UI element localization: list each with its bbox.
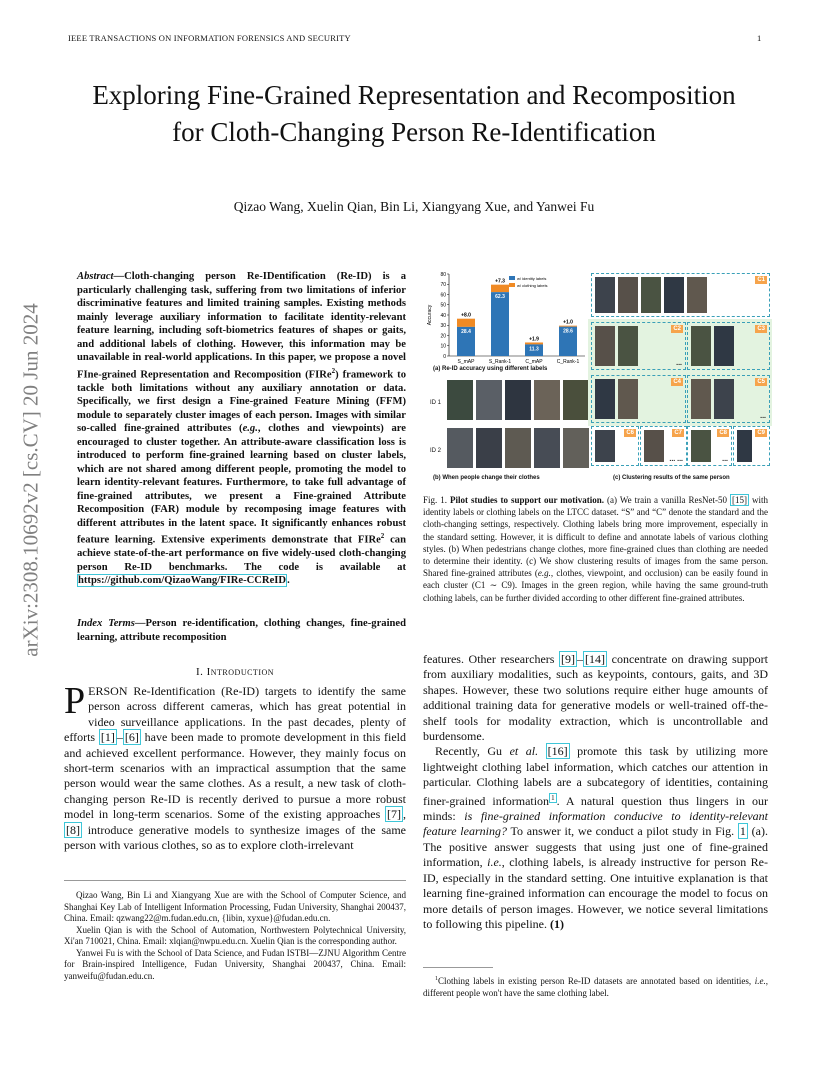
y-tick-label: 30 xyxy=(440,323,446,330)
data-label: 28.4 xyxy=(461,328,471,335)
figure-1 xyxy=(425,268,770,488)
cluster-label: C9 xyxy=(757,430,765,436)
intro-text: – xyxy=(116,730,123,745)
abstract xyxy=(77,270,406,588)
footnote-mark: 1 xyxy=(435,976,438,982)
person-photo xyxy=(563,428,589,468)
y-tick-label: 80 xyxy=(440,271,446,278)
body-text xyxy=(538,744,546,758)
person-photo xyxy=(476,428,502,468)
x-tick-label: S_mAP xyxy=(457,359,475,365)
running-header: IEEE TRANSACTIONS ON INFORMATION FORENSICS AND SECURITY xyxy=(68,33,351,43)
bar-clothing xyxy=(559,326,577,327)
person-photo xyxy=(505,428,531,468)
caption-text: , clothes, viewpoint, and occlusion) can be easily found in each cluster (C1 ∼ C9). Images in the green region, while having the same ground-truth clothing labels, can be further divided according to other different fine-grained attributes. xyxy=(423,568,768,603)
intro-text: have been made to promote development in this field and achieved excellent performance. However, they mainly focus on short-term scenarios with an impractical assumption that the same person would wear the same clothes. As a result, a new task of cloth-changing person Re-ID is recently derived to pursue a more robust model in long-term scenarios. Some of the existing approaches xyxy=(64,730,406,822)
citation-link[interactable]: [6] xyxy=(124,730,139,745)
cluster-box xyxy=(591,322,686,370)
intro-text: introduce generative models to synthesize images of the same person with various clothes, so as to explore cloth-irrelevant xyxy=(64,822,406,853)
section-heading: I. Introduction xyxy=(195,666,275,678)
delta-label: +1.9 xyxy=(529,336,539,343)
intro-paragraph xyxy=(64,680,406,853)
citation-link[interactable]: [14] xyxy=(585,652,606,666)
cluster-box xyxy=(591,375,686,423)
y-axis-label: Accuracy xyxy=(427,304,433,326)
legend-identity: w/ identity labels xyxy=(517,276,547,281)
cluster-label: C3 xyxy=(757,326,765,332)
caption-label: Fig. 1. xyxy=(423,495,447,505)
citation-link[interactable]: [15] xyxy=(732,495,747,505)
citation-link[interactable]: [16] xyxy=(547,744,568,759)
body-text: Recently, Gu xyxy=(435,744,510,759)
superscript: 2 xyxy=(380,532,385,541)
cluster-label: C6 xyxy=(626,430,634,436)
footnote xyxy=(423,974,768,999)
body-text: , clothing labels, is already instructive for person Re-ID, especially in the standard setting. One intuitive explanation is that learning fine-grained information can encourage the model to focus on more details of person images. However, we notice several limitations to following this pipeline. xyxy=(423,855,768,931)
page-number: 1 xyxy=(757,33,762,43)
delta-label: +1.0 xyxy=(563,319,573,326)
index-terms-label: Index Terms xyxy=(77,618,135,629)
person-photo xyxy=(691,326,711,366)
panel-a-caption: (a) Re-ID accuracy using different labels xyxy=(433,366,548,372)
abstract-label: Abstract xyxy=(77,271,114,282)
footnote-link[interactable]: 1 xyxy=(551,793,555,802)
citation-link[interactable]: [9] xyxy=(561,652,576,666)
abstract-text: . xyxy=(287,575,290,587)
right-column-text xyxy=(423,652,768,932)
paragraph xyxy=(423,652,768,744)
index-terms-text: —Person re-identification, clothing changes, fine-grained learning, attribute recomposition xyxy=(77,618,406,643)
panel-b-caption: (b) When people change their clothes xyxy=(433,475,540,481)
bar-clothing xyxy=(491,285,509,292)
cluster-label: C7 xyxy=(674,430,682,436)
author-list: Qizao Wang, Xuelin Qian, Bin Li, Xiangyang Xue, and Yanwei Fu xyxy=(233,199,595,214)
cluster-box xyxy=(640,426,687,466)
affiliation: Yanwei Fu is with the School of Data Science, and Fudan ISTBI—ZJNU Algorithm Centre for Brain-inspired Intelligence, Fudan University, Shanghai 200437, China. Email: yanweifu@fudan.edu.cn. xyxy=(64,947,406,981)
person-photo xyxy=(714,326,734,366)
person-photo xyxy=(691,379,711,419)
footnote-text: , different people won't have the same clothing label. xyxy=(423,976,768,998)
body-text: promote this task by utilizing more lightweight clothing label information, which catches our attention in particular. Clothing labels are a subcategory of identities, containing finer-grained information xyxy=(423,744,769,808)
cluster-label: C8 xyxy=(719,430,727,436)
bar-clothing xyxy=(525,342,543,344)
abstract-text: —Cloth-changing person Re-IDentification (Re-ID) is a particularly challenging task, suffering from two limitations of inferior discriminative features and limited training samples. Existing methods mainly leverage auxiliary information to facilitate identity-relevant feature learning, including soft-biometrics features of shapes or gaits, and additional labels of clothing. However, this information may be unavailable in real-world applications. In this paper, we propose a novel FIne-grained Representation and Recomposition (FIRe xyxy=(77,271,406,381)
cluster-box xyxy=(733,426,770,466)
superscript: 2 xyxy=(331,366,336,375)
lead-word: ERSON xyxy=(88,684,128,698)
footnote-text: i.e. xyxy=(754,976,766,986)
delta-label: +8.0 xyxy=(461,312,471,319)
citation-link[interactable]: [8] xyxy=(66,822,80,837)
abstract-text: e.g. xyxy=(242,423,258,435)
caption-text: with identity labels or clothing labels on the LTCC dataset. “S” and “C” denote the standard and the cloth-changing settings, respectively. Clothing labels bring more improvement, especially in the standard setting. However, it is difficult to define and annotate labels of various clothing styles. (b) When pedestrians change clothes, more fine-grained clues than clothing are needed to determine their identity. (c) We show clustering results of images from the same person. Shared fine-grained attributes ( xyxy=(423,495,768,579)
cluster-label: C5 xyxy=(757,379,765,385)
body-text: (a). The positive answer suggests that using just one of fine-grained information, xyxy=(423,824,768,870)
data-label: 11.3 xyxy=(529,346,539,353)
paper-title: Exploring Fine-Grained Representation and Recomposition for Cloth-Changing Person Re-Identification xyxy=(92,80,736,147)
cluster-label: C2 xyxy=(673,326,681,332)
body-text: i.e. xyxy=(487,855,502,870)
person-photo xyxy=(563,380,589,420)
legend-clothing: w/ clothing labels xyxy=(517,283,548,288)
bar-chart xyxy=(425,268,590,368)
person-photo xyxy=(505,380,531,420)
person-photo xyxy=(595,277,615,313)
x-tick-label: C_mAP xyxy=(525,359,543,365)
data-label: 28.6 xyxy=(563,328,573,335)
bar-clothing xyxy=(457,319,475,327)
cluster-box xyxy=(687,426,732,466)
affiliations xyxy=(64,890,406,982)
person-photo xyxy=(447,428,473,468)
panel-c-caption: (c) Clustering results of the same person xyxy=(613,475,730,481)
abstract-text: can achieve state-of-the-art performance on five widely-used cloth-changing person Re-ID benchmarks. The code is available at xyxy=(77,534,406,573)
legend-swatch-clothing xyxy=(509,283,515,287)
index-terms xyxy=(77,617,406,644)
person-photo xyxy=(534,428,560,468)
id2-label: ID 2 xyxy=(430,448,442,454)
citation-link[interactable]: [7] xyxy=(387,807,401,822)
person-photo xyxy=(714,379,734,419)
person-photo xyxy=(687,277,707,313)
footnote-text: Clothing labels in existing person Re-ID datasets are annotated based on identities, xyxy=(438,976,755,986)
ellipsis: ... ... xyxy=(669,456,683,463)
person-photo xyxy=(691,430,711,462)
footnote-rule xyxy=(64,880,406,881)
y-tick-label: 10 xyxy=(440,343,446,350)
person-photo xyxy=(447,380,473,420)
person-photo xyxy=(476,380,502,420)
cluster-box xyxy=(591,273,770,317)
y-tick-label: 70 xyxy=(440,282,446,289)
dropcap: P xyxy=(64,680,86,722)
person-photo xyxy=(618,379,638,419)
body-text: concentrate on drawing support from auxiliary modalities, such as keypoints, contours, gaits, and 3D shapes. However, these two solutions require either huge amounts of additional training data for generative models or well-trained off-the-shelf tools for modality extraction, which is uncontrollable and burdensome. xyxy=(423,652,768,744)
y-tick-label: 20 xyxy=(440,333,446,340)
citation-link[interactable]: [1] xyxy=(100,730,115,745)
intro-text: Re-Identification (Re-ID) targets to identify the same person across different cameras, which has great potential in video surveillance applications. In the past decades, plenty of efforts xyxy=(64,684,406,745)
person-photo xyxy=(595,430,615,462)
person-photo xyxy=(644,430,664,462)
code-link[interactable]: https://github.com/QizaoWang/FIRe-CCReID xyxy=(78,575,287,587)
person-photo xyxy=(595,326,615,366)
person-photo xyxy=(618,326,638,366)
affiliation: Qizao Wang, Bin Li and Xiangyang Xue are with the School of Computer Science, and Shanghai Key Lab of Intelligent Information Processing, Fudan University, Shanghai 200437, China. Email: qzwang22@m.fudan.edu.cn, {libin, xyxue}@fudan.edu.cn. xyxy=(64,890,406,923)
body-text: et al. xyxy=(509,744,539,759)
ellipsis: ... xyxy=(722,456,728,463)
body-text: is fine-grained information conducive to identity-relevant feature learning? xyxy=(423,809,769,839)
person-photo xyxy=(534,380,560,420)
ellipsis: ... xyxy=(760,413,766,420)
body-text: To answer it, we conduct a pilot study in Fig. xyxy=(506,824,738,839)
affiliation: Xuelin Qian is with the School of Automation, Northwestern Polytechnical University, Xi'an 710021, China. Email: xlqian@nwpu.edu.cn. Xuelin Qian is the corresponding author. xyxy=(64,924,406,946)
abstract-text: ) framework to tackle both limitations without any auxiliary annotation or data. Specifically, we first design a Fine-grained Feature Mining (FFM) module to separately cluster images of each person. Images with similar so-called fine-grained attributes ( xyxy=(77,369,406,435)
caption-text: (a) We train a vanilla ResNet-50 xyxy=(604,495,730,505)
intro-text: , xyxy=(403,807,406,822)
paragraph xyxy=(423,744,768,932)
cluster-box xyxy=(591,426,639,466)
person-photo xyxy=(664,277,684,313)
person-photo xyxy=(595,379,615,419)
cluster-label: C1 xyxy=(757,277,765,283)
x-tick-label: S_Rank-1 xyxy=(488,359,512,365)
body-text: . A natural question thus lingers in our minds: xyxy=(423,793,768,824)
delta-label: +7.3 xyxy=(495,278,505,285)
data-label: 62.3 xyxy=(495,294,505,301)
body-text: features. Other researchers xyxy=(423,652,560,666)
y-tick-label: 0 xyxy=(443,353,446,360)
body-text: – xyxy=(577,652,584,666)
figure-caption xyxy=(423,494,768,604)
figure-link[interactable]: 1 xyxy=(739,824,746,839)
arxiv-watermark xyxy=(6,290,56,670)
bar-identity xyxy=(491,292,509,356)
ellipsis: ... xyxy=(676,360,682,367)
body-text: (1) xyxy=(550,916,564,931)
id1-label: ID 1 xyxy=(430,400,442,406)
x-tick-label: C_Rank-1 xyxy=(556,359,580,365)
person-photo xyxy=(618,277,638,313)
y-tick-label: 40 xyxy=(440,312,446,319)
cluster-box xyxy=(687,375,770,423)
legend-swatch-identity xyxy=(509,276,515,280)
cluster-label: C4 xyxy=(673,379,681,385)
y-tick-label: 50 xyxy=(440,302,446,309)
abstract-text: , clothes and viewpoints) are encouraged to cluster together. An attribute-aware classification loss is introduced to perform fine-grained learning based on cluster labels, which are not shared among different people, promoting the model to learn identity-relevant features. Furthermore, to take full advantage of fine-grained attributes, we present a Fine-grained Attribute Recomposition (FAR) module by recomposing image features with different attributes in the latent space. It significantly enhances robust feature learning. Extensive experiments demonstrate that FIRe xyxy=(77,423,406,546)
caption-bold: Pilot studies to support our motivation. xyxy=(450,495,605,505)
person-photo xyxy=(641,277,661,313)
footnote-rule xyxy=(423,967,493,968)
caption-text: e.g. xyxy=(537,568,551,579)
cluster-box xyxy=(687,322,770,370)
arxiv-id: arXiv:2308.10692v2 [cs.CV] 20 Jun 2024 xyxy=(18,303,43,657)
person-photo xyxy=(737,430,752,462)
y-tick-label: 60 xyxy=(440,292,446,299)
